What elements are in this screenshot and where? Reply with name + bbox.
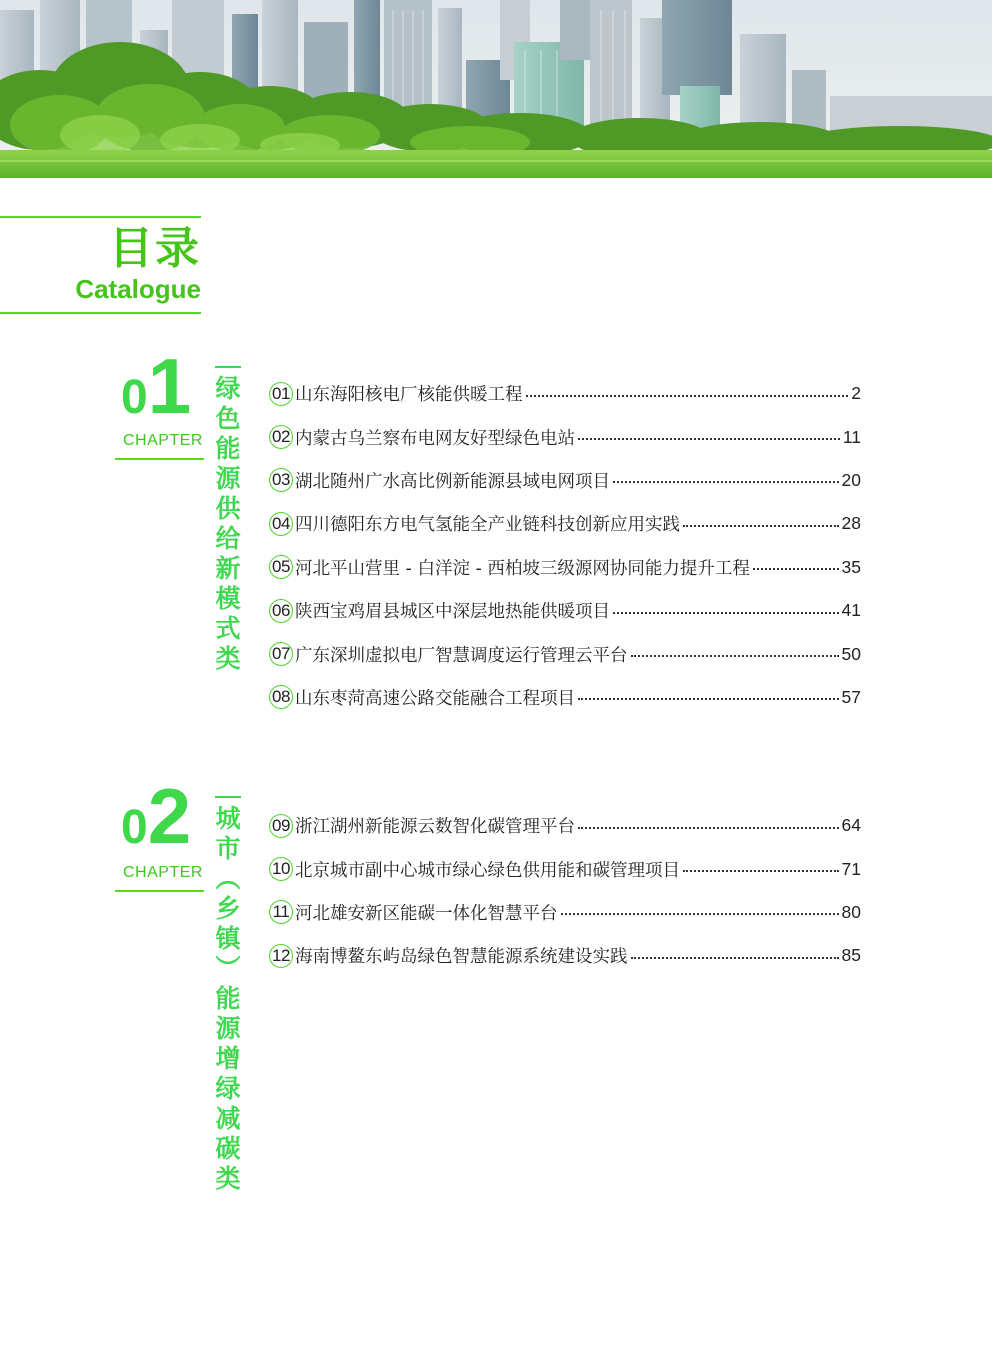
toc-entry[interactable] xyxy=(269,546,861,589)
toc-entry-number: 04 xyxy=(269,512,293,536)
toc-entry-number: 05 xyxy=(269,555,293,579)
chapter-title-char: 增 xyxy=(215,1044,241,1073)
chapter-title-char: 能 xyxy=(215,434,241,463)
chapter-2-title-bar xyxy=(215,796,241,798)
chapter-2-number-digit: 2 xyxy=(147,772,192,860)
toc-entry-number: 03 xyxy=(269,468,293,492)
chapter-1-rule xyxy=(115,458,204,460)
chapter-title-char: 碳 xyxy=(215,1134,241,1163)
chapter-1-label: CHAPTER xyxy=(123,432,203,449)
toc-entry-page: 64 xyxy=(841,815,861,836)
chapter-title-char: 模 xyxy=(215,584,241,613)
toc-leader-dots xyxy=(613,612,839,614)
toc-entry-number: 07 xyxy=(269,642,293,666)
toc-entry-number: 12 xyxy=(269,944,293,968)
toc-leader-dots xyxy=(683,870,839,872)
chapter-title-char: 市 xyxy=(215,834,241,863)
chapter-title-char: 供 xyxy=(215,494,241,523)
toc-leader-dots xyxy=(578,438,840,440)
toc-entry-page: 85 xyxy=(841,945,861,966)
chapter-2-title xyxy=(212,796,244,1194)
toc-entry-number: 09 xyxy=(269,814,293,838)
toc-leader-dots xyxy=(561,913,839,915)
toc-entry-number: 10 xyxy=(269,857,293,881)
toc-entry[interactable] xyxy=(269,502,861,545)
chapter-1-title xyxy=(212,366,244,674)
toc-entry-title: 北京城市副中心城市绿心绿色供用能和碳管理项目 xyxy=(295,860,680,881)
chapter-title-char: ︵ xyxy=(215,864,241,893)
chapter-1-title-bar xyxy=(215,366,241,368)
chapter-title-char: 镇 xyxy=(215,924,241,953)
toc-entry-page: 35 xyxy=(841,556,861,577)
toc-entry-title: 广东深圳虚拟电厂智慧调度运行管理云平台 xyxy=(295,645,628,666)
toc-entry[interactable] xyxy=(269,372,861,415)
chapter-1-title-chars xyxy=(212,374,244,674)
toc-entry-title: 山东枣菏高速公路交能融合工程项目 xyxy=(295,688,575,709)
toc-leader-dots xyxy=(526,395,849,397)
toc-entry-number: 11 xyxy=(269,900,293,924)
chapter-title-char: 乡 xyxy=(215,894,241,923)
chapter-title-char: 能 xyxy=(215,984,241,1013)
toc-entry-page: 57 xyxy=(841,686,861,707)
chapter-2-label: CHAPTER xyxy=(123,864,203,881)
toc-entry-page: 71 xyxy=(841,858,861,879)
toc-entry-number: 08 xyxy=(269,685,293,709)
toc-entry-page: 11 xyxy=(842,426,861,447)
toc-entry-number: 06 xyxy=(269,599,293,623)
header-bottom-rule xyxy=(0,312,201,314)
toc-entry-title: 山东海阳核电厂核能供暖工程 xyxy=(295,385,523,406)
toc-entry[interactable] xyxy=(269,589,861,632)
toc-entry-page: 2 xyxy=(851,383,861,404)
chapter-title-char: 城 xyxy=(215,804,241,833)
catalogue-header xyxy=(0,216,201,314)
toc-entry-title: 河北雄安新区能碳一体化智慧平台 xyxy=(295,903,558,924)
toc-entry-title: 湖北随州广水高比例新能源县域电网项目 xyxy=(295,471,610,492)
toc-entry[interactable] xyxy=(269,934,861,977)
toc-entry-page: 80 xyxy=(841,901,861,922)
page-title: 目录 xyxy=(109,223,201,274)
header-top-rule xyxy=(0,216,201,218)
toc-entry[interactable] xyxy=(269,804,861,847)
toc-entry-number: 02 xyxy=(269,425,293,449)
chapter-title-char: ︶ xyxy=(215,954,241,983)
chapter-title-char: 给 xyxy=(215,524,241,553)
toc-entry-title: 海南博鳌东屿岛绿色智慧能源系统建设实践 xyxy=(295,947,628,968)
toc-entry-page: 41 xyxy=(841,600,861,621)
toc-leader-dots xyxy=(631,957,839,959)
chapter-title-char: 绿 xyxy=(215,1074,241,1103)
toc-entry-title: 四川德阳东方电气氢能全产业链科技创新应用实践 xyxy=(295,515,680,536)
toc-entry[interactable] xyxy=(269,847,861,890)
toc-entry-title: 陕西宝鸡眉县城区中深层地热能供暖项目 xyxy=(295,602,610,623)
page-subtitle: Catalogue xyxy=(75,274,201,304)
toc-entry[interactable] xyxy=(269,676,861,719)
chapter-title-char: 式 xyxy=(215,614,241,643)
toc-entry[interactable] xyxy=(269,891,861,934)
chapter-title-char: 新 xyxy=(215,554,241,583)
chapter-2-toc xyxy=(269,804,861,978)
toc-entry-page: 28 xyxy=(841,513,861,534)
toc-leader-dots xyxy=(683,525,839,527)
chapter-title-char: 减 xyxy=(215,1104,241,1133)
toc-entry-page: 50 xyxy=(841,643,861,664)
chapter-title-char: 绿 xyxy=(215,374,241,403)
toc-entry-title: 浙江湖州新能源云数智化碳管理平台 xyxy=(295,817,575,838)
toc-entry-number: 01 xyxy=(269,382,293,406)
toc-entry[interactable] xyxy=(269,459,861,502)
chapter-1-number-zero: 0 xyxy=(121,371,148,424)
toc-leader-dots xyxy=(578,827,839,829)
chapter-title-char: 源 xyxy=(215,464,241,493)
chapter-1-toc xyxy=(269,372,861,719)
chapter-2-title-chars xyxy=(212,804,244,1194)
toc-leader-dots xyxy=(578,698,839,700)
chapter-1-number-digit: 1 xyxy=(147,342,192,430)
chapter-title-char: 源 xyxy=(215,1014,241,1043)
toc-leader-dots xyxy=(613,481,839,483)
toc-leader-dots xyxy=(753,568,839,570)
chapter-2-rule xyxy=(115,890,204,892)
chapter-title-char: 类 xyxy=(215,1164,241,1193)
chapter-title-char: 类 xyxy=(215,644,241,673)
toc-leader-dots xyxy=(631,655,839,657)
toc-entry-title: 河北平山营里 - 白洋淀 - 西柏坡三级源网协同能力提升工程 xyxy=(295,558,750,579)
header-banner-image xyxy=(0,0,992,178)
toc-entry[interactable] xyxy=(269,632,861,675)
toc-entry[interactable] xyxy=(269,415,861,458)
toc-entry-title: 内蒙古乌兰察布电网友好型绿色电站 xyxy=(295,428,575,449)
toc-entry-page: 20 xyxy=(841,469,861,490)
chapter-2-number-zero: 0 xyxy=(121,801,148,854)
chapter-title-char: 色 xyxy=(215,404,241,433)
